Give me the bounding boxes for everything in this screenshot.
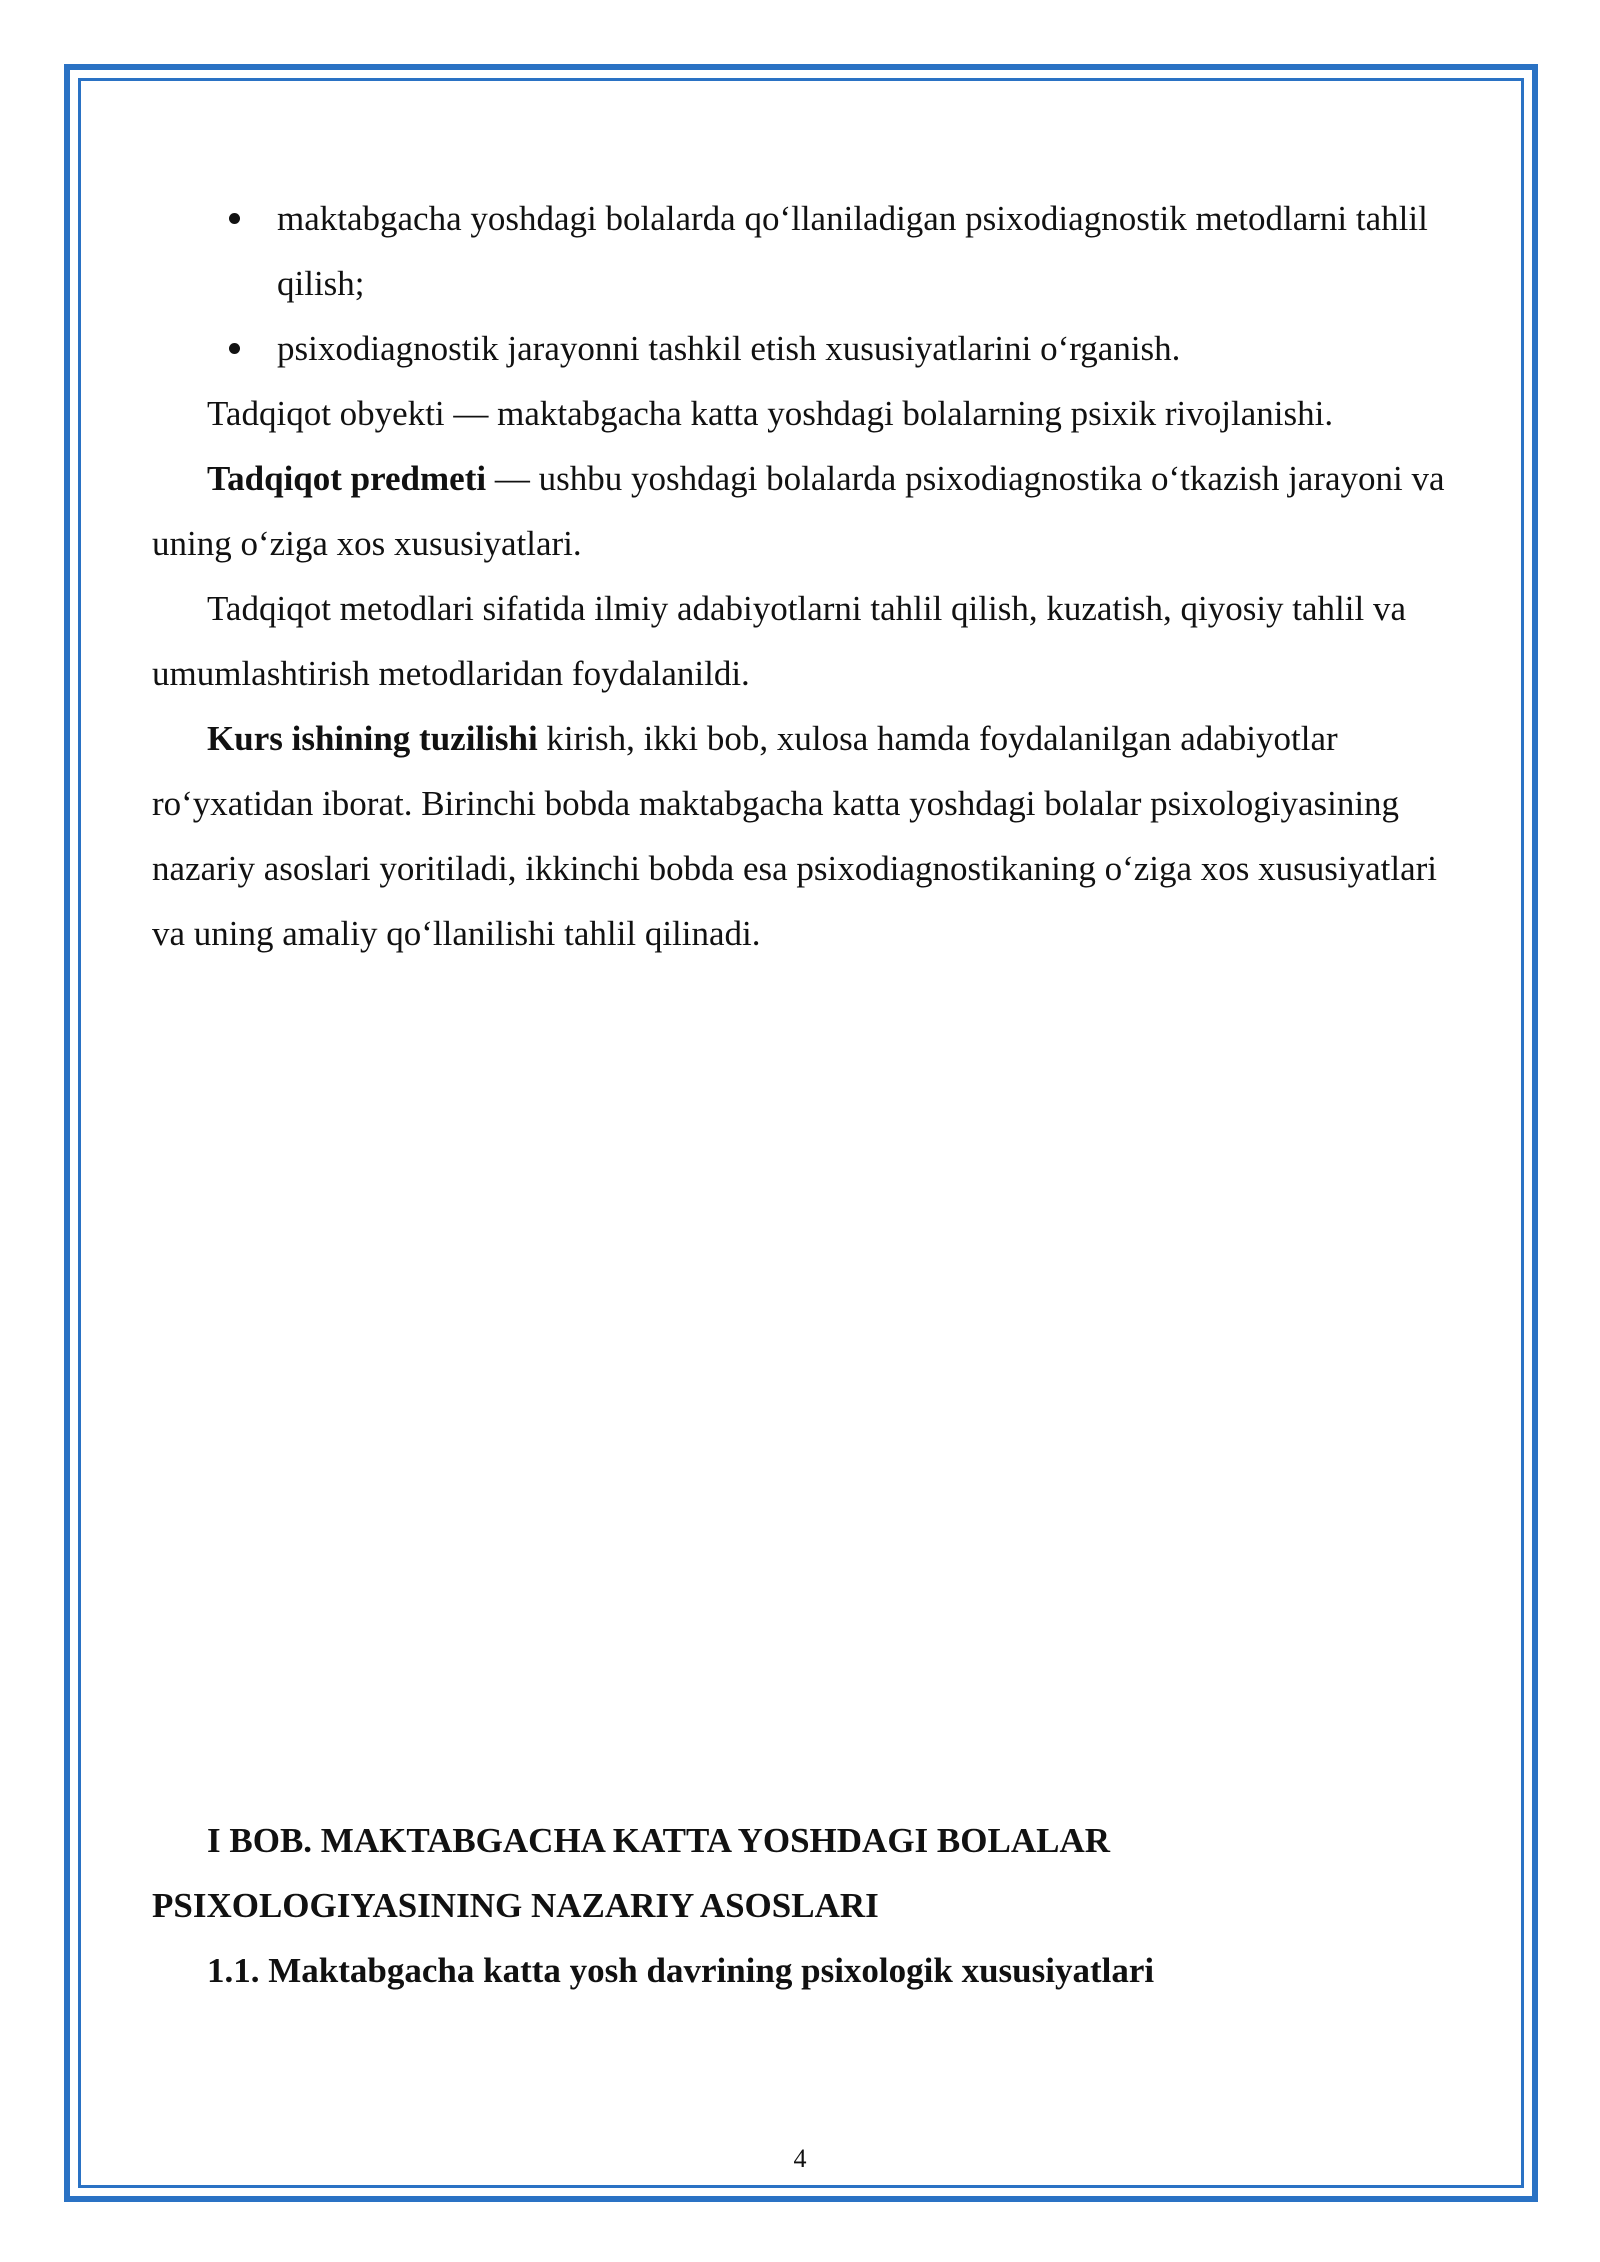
- list-item-text: psixodiagnostik jarayonni tashkil etish xususiyatlarini o‘rganish.: [277, 329, 1181, 368]
- course-structure-paragraph: [152, 706, 1452, 966]
- body-text: [152, 186, 1452, 966]
- section-title: 1.1. Maktabgacha katta yosh davrining psixologik xususiyatlari: [207, 1951, 1155, 1990]
- course-structure-label: Kurs ishining tuzilishi: [207, 719, 538, 758]
- list-item: [152, 186, 1452, 316]
- page-number: 4: [793, 2144, 807, 2173]
- research-subject-label: Tadqiqot predmeti: [207, 459, 487, 498]
- bullet-icon: [229, 343, 240, 354]
- research-methods-paragraph: Tadqiqot metodlari sifatida ilmiy adabiyotlarni tahlil qilish, kuzatish, qiyosiy tahlil va umumlashtirish metodlaridan foydalanildi.: [152, 589, 1407, 693]
- objectives-list: [152, 186, 1452, 381]
- research-subject-paragraph: [152, 446, 1452, 576]
- research-object-paragraph: Tadqiqot obyekti — maktabgacha katta yoshdagi bolalarning psixik rivojlanishi.: [207, 394, 1334, 433]
- bullet-icon: [229, 213, 240, 224]
- chapter-heading-block: [152, 1808, 1452, 2003]
- list-item: [152, 316, 1452, 381]
- list-item-text: maktabgacha yoshdagi bolalarda qo‘llaniladigan psixodiagnostik metodlarni tahlil qilish;: [277, 199, 1428, 303]
- course-structure-text: kirish, ikki bob, xulosa hamda foydalanilgan adabiyotlar ro‘yxatidan iborat. Birinchi bobda maktabgacha katta yoshdagi bolalar psixologiyasining nazariy asoslari yoritiladi, ikkinchi bobda esa psixodiagnostikaning o‘ziga xos xususiyatlari va uning amaliy qo‘llanilishi tahlil qilinadi.: [152, 719, 1438, 953]
- chapter-title: I BOB. MAKTABGACHA KATTA YOSHDAGI BOLALAR PSIXOLOGIYASINING NAZARIY ASOSLARI: [152, 1821, 1110, 1925]
- research-subject-text: — ushbu yoshdagi bolalarda psixodiagnostika o‘tkazish jarayoni va uning o‘ziga xos xususiyatlari.: [152, 459, 1445, 563]
